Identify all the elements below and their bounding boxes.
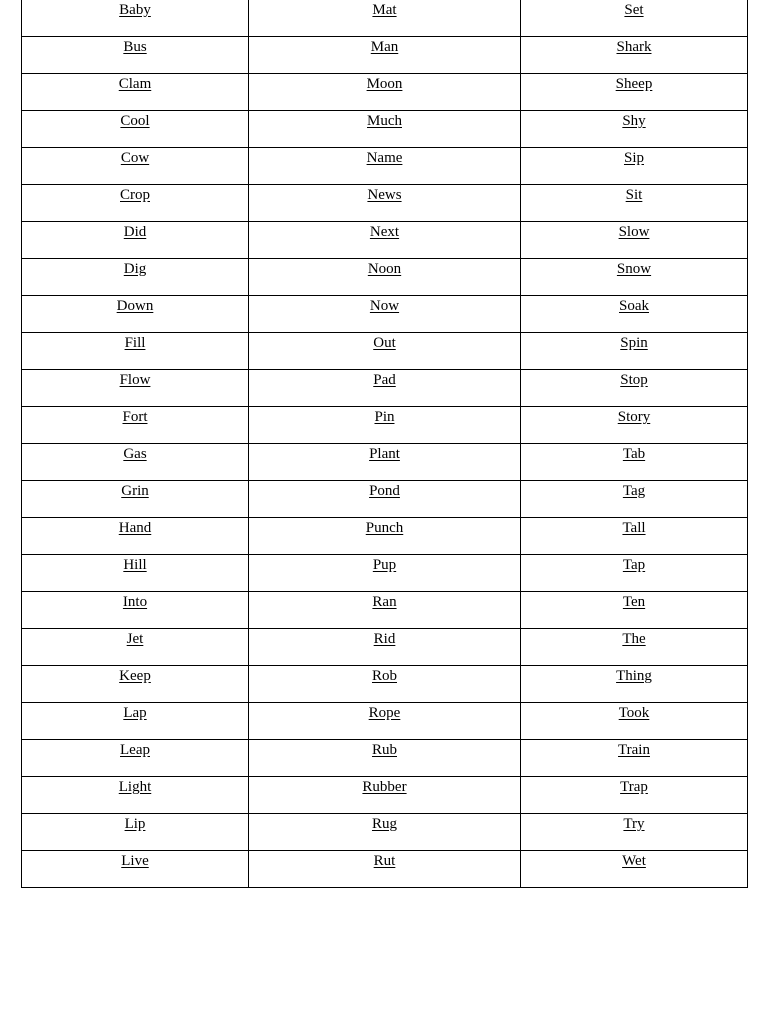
- word-link[interactable]: Rub: [371, 742, 397, 758]
- table-cell: [249, 370, 521, 407]
- word-link[interactable]: Lip: [124, 816, 146, 832]
- table-row: [22, 74, 748, 111]
- word-link[interactable]: Set: [624, 2, 644, 18]
- table-cell: [22, 259, 249, 296]
- table-row: [22, 259, 748, 296]
- table-cell: [249, 37, 521, 74]
- table-cell: [249, 592, 521, 629]
- table-row: [22, 481, 748, 518]
- word-link[interactable]: Man: [370, 39, 399, 55]
- table-cell: [521, 333, 748, 370]
- table-row: [22, 777, 748, 814]
- word-link[interactable]: Sheep: [615, 76, 653, 92]
- table-row: [22, 296, 748, 333]
- word-link[interactable]: Hand: [118, 520, 152, 536]
- table-cell: [521, 259, 748, 296]
- table-row: [22, 592, 748, 629]
- word-link[interactable]: Rope: [368, 705, 401, 721]
- table-cell: [521, 666, 748, 703]
- word-link[interactable]: Grin: [121, 483, 149, 499]
- table-cell: [521, 777, 748, 814]
- table-row: [22, 703, 748, 740]
- table-row: [22, 851, 748, 888]
- word-link[interactable]: Sit: [625, 187, 643, 203]
- word-link[interactable]: Spin: [620, 335, 648, 351]
- word-link[interactable]: Shy: [622, 113, 646, 129]
- table-cell: [249, 296, 521, 333]
- word-link[interactable]: Light: [118, 779, 152, 795]
- word-link[interactable]: Into: [122, 594, 148, 610]
- word-link[interactable]: Crop: [120, 187, 150, 203]
- table-cell: [249, 555, 521, 592]
- word-link[interactable]: Noon: [367, 261, 402, 277]
- table-cell: [249, 185, 521, 222]
- table-cell: [22, 185, 249, 222]
- word-link[interactable]: Flow: [119, 372, 151, 388]
- word-link[interactable]: Stop: [620, 372, 648, 388]
- table-cell: [249, 259, 521, 296]
- word-link[interactable]: Punch: [365, 520, 404, 536]
- word-link[interactable]: Tap: [622, 557, 646, 573]
- table-cell: [22, 111, 249, 148]
- table-cell: [22, 148, 249, 185]
- word-link[interactable]: Sip: [623, 150, 644, 166]
- table-row: [22, 814, 748, 851]
- table-cell: [521, 148, 748, 185]
- table-row: [22, 0, 748, 37]
- table-cell: [22, 74, 249, 111]
- table-cell: [521, 444, 748, 481]
- table-row: [22, 148, 748, 185]
- table-cell: [22, 333, 249, 370]
- word-link[interactable]: Down: [116, 298, 154, 314]
- word-link[interactable]: Snow: [616, 261, 652, 277]
- word-link[interactable]: Took: [618, 705, 650, 721]
- table-cell: [249, 777, 521, 814]
- word-link[interactable]: Live: [121, 853, 149, 869]
- table-cell: [22, 370, 249, 407]
- table-cell: [22, 703, 249, 740]
- word-link[interactable]: Out: [373, 335, 396, 351]
- word-link[interactable]: Name: [366, 150, 403, 166]
- word-link[interactable]: Did: [123, 224, 147, 240]
- word-link[interactable]: Rob: [371, 668, 397, 684]
- table-row: [22, 444, 748, 481]
- word-link[interactable]: Ten: [622, 594, 646, 610]
- word-link[interactable]: Plant: [369, 446, 400, 462]
- word-link[interactable]: Pup: [372, 557, 397, 573]
- word-link[interactable]: News: [367, 187, 402, 203]
- table-cell: [22, 518, 249, 555]
- word-link[interactable]: Ran: [372, 594, 397, 610]
- table-cell: [521, 185, 748, 222]
- table-cell: [521, 111, 748, 148]
- table-cell: [249, 148, 521, 185]
- table-cell: [22, 592, 249, 629]
- word-link[interactable]: Thing: [616, 668, 652, 684]
- word-link[interactable]: Soak: [619, 298, 649, 314]
- word-link[interactable]: Cool: [120, 113, 150, 129]
- word-link[interactable]: Cow: [120, 150, 150, 166]
- word-link[interactable]: Bus: [123, 39, 147, 55]
- word-link[interactable]: Moon: [366, 76, 403, 92]
- table-cell: [521, 407, 748, 444]
- table-cell: [521, 703, 748, 740]
- word-link[interactable]: Next: [369, 224, 400, 240]
- table-cell: [22, 777, 249, 814]
- word-link[interactable]: Story: [617, 409, 651, 425]
- table-cell: [249, 444, 521, 481]
- table-cell: [521, 814, 748, 851]
- table-cell: [521, 851, 748, 888]
- word-link[interactable]: Mat: [372, 2, 397, 18]
- table-cell: [249, 0, 521, 37]
- word-link[interactable]: Much: [367, 113, 402, 129]
- table-cell: [249, 703, 521, 740]
- table-cell: [249, 740, 521, 777]
- table-cell: [22, 407, 249, 444]
- table-cell: [22, 814, 249, 851]
- word-link[interactable]: Dig: [123, 261, 147, 277]
- table-cell: [249, 666, 521, 703]
- word-link[interactable]: Slow: [618, 224, 650, 240]
- word-link[interactable]: Train: [618, 742, 650, 758]
- table-row: [22, 666, 748, 703]
- table-cell: [249, 333, 521, 370]
- word-link[interactable]: Rug: [371, 816, 397, 832]
- table-cell: [521, 0, 748, 37]
- word-link[interactable]: Try: [623, 816, 645, 832]
- table-cell: [22, 481, 249, 518]
- word-link[interactable]: Pin: [374, 409, 395, 425]
- word-link[interactable]: Jet: [126, 631, 144, 647]
- table-cell: [521, 740, 748, 777]
- table-cell: [249, 407, 521, 444]
- word-link[interactable]: Rubber: [362, 779, 407, 795]
- table-cell: [22, 222, 249, 259]
- word-link[interactable]: Clam: [118, 76, 152, 92]
- table-row: [22, 222, 748, 259]
- table-row: [22, 370, 748, 407]
- table-cell: [249, 111, 521, 148]
- table-cell: [22, 37, 249, 74]
- word-link[interactable]: The: [622, 631, 646, 647]
- word-link[interactable]: Rid: [373, 631, 396, 647]
- word-link[interactable]: Lap: [123, 705, 147, 721]
- table-cell: [249, 222, 521, 259]
- table-row: [22, 518, 748, 555]
- word-link[interactable]: Wet: [622, 853, 646, 869]
- table-cell: [521, 370, 748, 407]
- table-cell: [22, 0, 249, 37]
- table-cell: [521, 592, 748, 629]
- table-cell: [521, 518, 748, 555]
- word-link[interactable]: Hill: [123, 557, 147, 573]
- table-cell: [22, 851, 249, 888]
- word-link[interactable]: Pad: [373, 372, 396, 388]
- table-row: [22, 333, 748, 370]
- table-cell: [22, 444, 249, 481]
- word-link[interactable]: Baby: [119, 2, 151, 18]
- table-cell: [521, 222, 748, 259]
- word-list-body: [22, 0, 748, 888]
- word-list-table: [21, 0, 748, 888]
- table-cell: [22, 555, 249, 592]
- word-link[interactable]: Gas: [123, 446, 147, 462]
- table-cell: [249, 74, 521, 111]
- table-row: [22, 111, 748, 148]
- word-link[interactable]: Shark: [616, 39, 652, 55]
- table-row: [22, 37, 748, 74]
- table-cell: [521, 74, 748, 111]
- table-row: [22, 740, 748, 777]
- word-link[interactable]: Trap: [620, 779, 648, 795]
- word-link[interactable]: Tall: [622, 520, 646, 536]
- table-cell: [22, 296, 249, 333]
- word-link[interactable]: Tag: [622, 483, 646, 499]
- table-cell: [521, 555, 748, 592]
- word-link[interactable]: Keep: [119, 668, 151, 684]
- table-cell: [249, 629, 521, 666]
- table-row: [22, 407, 748, 444]
- table-cell: [249, 851, 521, 888]
- word-link[interactable]: Leap: [120, 742, 150, 758]
- table-cell: [521, 296, 748, 333]
- table-cell: [249, 518, 521, 555]
- table-cell: [521, 37, 748, 74]
- table-cell: [521, 629, 748, 666]
- word-link[interactable]: Pond: [369, 483, 400, 499]
- table-cell: [249, 814, 521, 851]
- table-cell: [22, 666, 249, 703]
- word-link[interactable]: Fill: [124, 335, 146, 351]
- table-cell: [521, 481, 748, 518]
- word-link[interactable]: Tab: [622, 446, 646, 462]
- table-cell: [22, 740, 249, 777]
- table-row: [22, 629, 748, 666]
- word-link[interactable]: Fort: [122, 409, 148, 425]
- table-row: [22, 555, 748, 592]
- table-row: [22, 185, 748, 222]
- table-cell: [249, 481, 521, 518]
- table-cell: [22, 629, 249, 666]
- word-link[interactable]: Now: [369, 298, 400, 314]
- word-link[interactable]: Rut: [373, 853, 396, 869]
